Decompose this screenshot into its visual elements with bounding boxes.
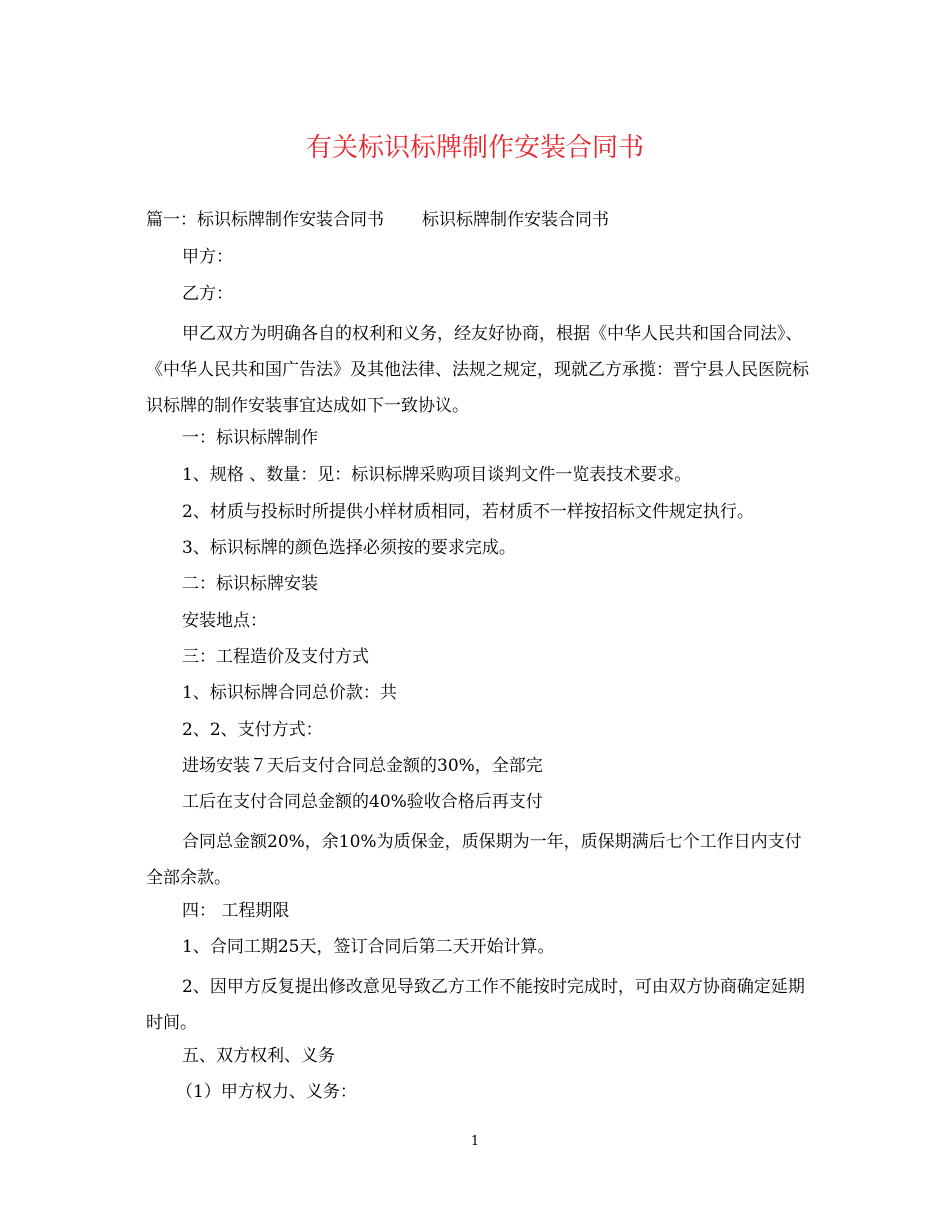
section-3-title: 三：工程造价及支付方式 (182, 647, 369, 667)
heading-suffix: 标识标牌制作安装合同书 (422, 210, 609, 230)
section-3-item-2: 2、2、支付方式： (182, 720, 323, 740)
section-1-item-2: 2、材质与投标时所提供小样材质相同，若材质不一样按招标文件规定执行。 (182, 502, 754, 522)
party-a-label: 甲方： (182, 247, 233, 267)
section-5-title: 五、双方权利、义务 (182, 1046, 335, 1066)
section-5-sub-1: （1）甲方权力、义务： (176, 1082, 357, 1102)
section-1-item-1: 1、规格 、数量：见：标识标牌采购项目谈判文件一览表技术要求。 (182, 465, 692, 485)
section-4-item-2: 2、因甲方反复提出修改意见导致乙方工作不能按时完成时，可由双方协商确定延期时间。 (146, 977, 805, 1033)
section-1-title: 一：标识标牌制作 (182, 428, 318, 448)
section-4-item-1: 1、合同工期25天，签订合同后第二天开始计算。 (182, 937, 555, 957)
section-2-title: 二：标识标牌安装 (182, 574, 318, 594)
heading-line (146, 206, 811, 234)
party-b-label: 乙方： (182, 284, 233, 304)
intro-paragraph: 甲乙双方为明确各自的权利和义务，经友好协商，根据《中华人民共和国合同法》、《中华人民共和国广告法》及其他法律、法规之规定，现就乙方承揽：晋宁县人民医院标识标牌的制作安装事宜达成如下一致协议。 (146, 324, 809, 416)
payment-line-3: 合同总金额20%，余10%为质保金，质保期为一年，质保期满后七个工作日内支付全部余款。 (146, 832, 802, 888)
payment-line-1: 进场安装７天后支付合同总金额的30%，全部完 (182, 756, 543, 776)
document-title: 有关标识标牌制作安装合同书 (305, 133, 644, 163)
install-location: 安装地点： (182, 611, 267, 631)
page-number: 1 (470, 1134, 480, 1149)
section-3-item-1: 1、标识标牌合同总价款：共 (182, 683, 397, 703)
section-4-title: 四： 工程期限 (182, 901, 290, 921)
heading-prefix: 篇一：标识标牌制作安装合同书 (146, 210, 384, 230)
payment-line-2: 工后在支付合同总金额的40%验收合格后再支付 (182, 792, 543, 812)
section-1-item-3: 3、标识标牌的颜色选择必须按的要求完成。 (182, 538, 516, 558)
